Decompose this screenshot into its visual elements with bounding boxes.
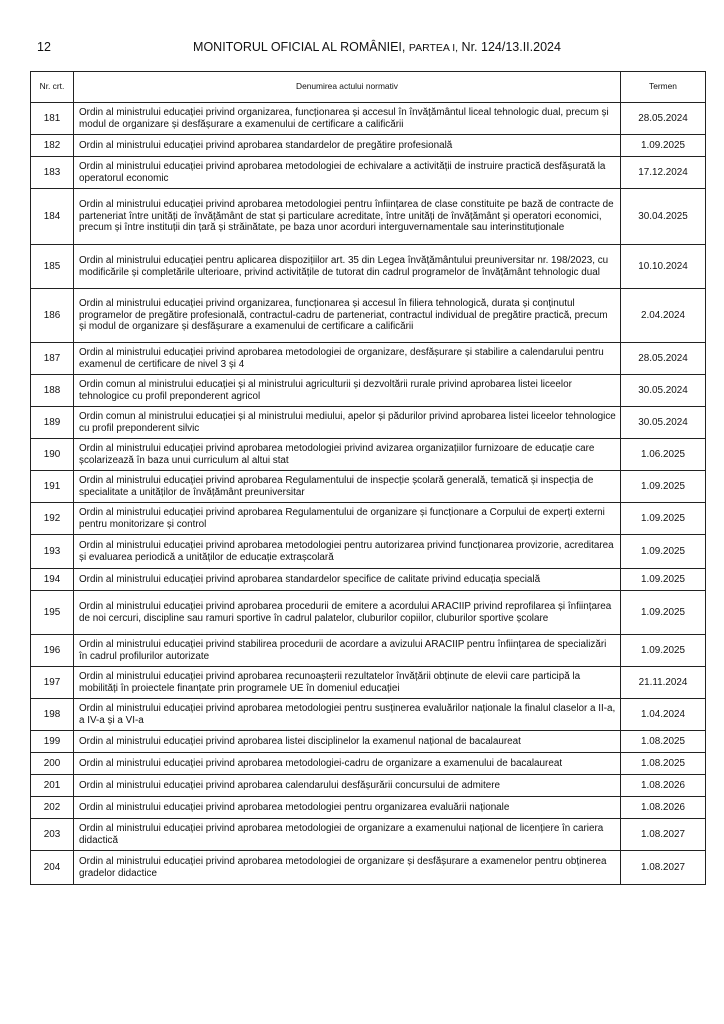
row-number: 187 [31,343,74,375]
act-title: Ordin al ministrului educației privind aprobarea metodologiei de organizare și desfășurare a examenelor pentru obținerea gradelor didactice [74,851,621,885]
act-deadline: 1.08.2027 [621,851,706,885]
row-number: 204 [31,851,74,885]
table-row [31,407,706,439]
table-header-row [31,72,706,103]
row-number: 202 [31,797,74,819]
page-number: 12 [37,40,51,54]
act-deadline: 17.12.2024 [621,157,706,189]
table-row [31,157,706,189]
act-deadline: 10.10.2024 [621,245,706,289]
act-title: Ordin al ministrului educației privind aprobarea listei disciplinelor la examenul național de bacalaureat [74,731,621,753]
act-deadline: 1.06.2025 [621,439,706,471]
row-number: 185 [31,245,74,289]
row-number: 183 [31,157,74,189]
act-title: Ordin al ministrului educației privind aprobarea metodologiei de organizare a examenului național de licențiere în cariera didactică [74,819,621,851]
column-header-title: Denumirea actului normativ [74,72,621,103]
act-title: Ordin al ministrului educației privind aprobarea metodologiei de echivalare a activității de instruire practică desfășurată la operatorul economic [74,157,621,189]
table-row [31,135,706,157]
act-title: Ordin al ministrului educației privind aprobarea standardelor de pregătire profesională [74,135,621,157]
act-title: Ordin al ministrului educației privind organizarea, funcționarea și accesul în filiera tehnologică, durata și conținutul programelor de pregătire profesională, contractul-cadru de parteneriat, contractul individual de pregătire practică, precum și modul de organizare și desfășurare a examenului de certificare a calificării [74,289,621,343]
row-number: 198 [31,699,74,731]
row-number: 203 [31,819,74,851]
table-row [31,699,706,731]
act-title: Ordin al ministrului educației privind aprobarea standardelor specifice de calitate privind educația specială [74,569,621,591]
act-deadline: 21.11.2024 [621,667,706,699]
act-title: Ordin al ministrului educației privind aprobarea Regulamentului de organizare și funcționare a Corpului de experți externi pentru monitorizare și control [74,503,621,535]
act-deadline: 1.08.2025 [621,753,706,775]
table-row [31,245,706,289]
row-number: 200 [31,753,74,775]
act-title: Ordin al ministrului educației privind stabilirea procedurii de acordare a avizului ARACIIP pentru înființarea de specializări în cadrul profilurilor autorizate [74,635,621,667]
row-number: 193 [31,535,74,569]
act-title: Ordin al ministrului educației privind aprobarea metodologiei pentru organizarea evaluării naționale [74,797,621,819]
act-title: Ordin al ministrului educației privind aprobarea calendarului desfășurării concursului de admitere [74,775,621,797]
table-row [31,439,706,471]
publication-issue: Nr. 124/13.II.2024 [461,40,561,54]
table-body [31,103,706,885]
act-title: Ordin comun al ministrului educației și al ministrului mediului, apelor și pădurilor privind aprobarea listei liceelor tehnologice cu profil preponderent silvic [74,407,621,439]
row-number: 188 [31,375,74,407]
act-title: Ordin al ministrului educației privind aprobarea metodologiei pentru autorizarea privind funcționarea provizorie, acreditarea și evaluarea periodică a unităților de educație extrașcolară [74,535,621,569]
act-deadline: 28.05.2024 [621,103,706,135]
act-title: Ordin al ministrului educației privind aprobarea Regulamentului de inspecție școlară generală, tematică și inspecția de specialitate a unităților de învățământ preuniversitar [74,471,621,503]
act-title: Ordin al ministrului educației privind aprobarea recunoașterii rezultatelor învățării obținute de elevii care participă la mobilități în proiectele finanțate prin programele UE în domeniul educației [74,667,621,699]
act-deadline: 28.05.2024 [621,343,706,375]
act-title: Ordin al ministrului educației privind aprobarea metodologiei de organizare, desfășurare și stabilire a calendarului pentru examenul de certificare de nivel 3 și 4 [74,343,621,375]
act-title: Ordin al ministrului educației pentru aplicarea dispozițiilor art. 35 din Legea învățământului preuniversitar nr. 198/2023, cu modificările și completările ulterioare, privind activitățile de tutorat din cadrul programelor de învățământ tehnologic dual [74,245,621,289]
table-row [31,569,706,591]
act-deadline: 1.08.2026 [621,797,706,819]
table-row [31,591,706,635]
row-number: 181 [31,103,74,135]
act-deadline: 1.09.2025 [621,591,706,635]
act-title: Ordin al ministrului educației privind organizarea, funcționarea și accesul în învățământul liceal tehnologic dual, precum și modul de organizare și desfășurare a examenului de certificare a calificării [74,103,621,135]
row-number: 195 [31,591,74,635]
act-deadline: 2.04.2024 [621,289,706,343]
table-row [31,375,706,407]
table-row [31,851,706,885]
act-deadline: 1.09.2025 [621,503,706,535]
act-title: Ordin comun al ministrului educației și al ministrului agriculturii și dezvoltării rurale privind aprobarea listei liceelor tehnologice cu profil preponderent agricol [74,375,621,407]
table-row [31,471,706,503]
table-row [31,535,706,569]
act-title: Ordin al ministrului educației privind aprobarea metodologiei pentru susținerea evaluărilor naționale la finalul claselor a II-a, a IV-a și a VI-a [74,699,621,731]
table-row [31,503,706,535]
row-number: 190 [31,439,74,471]
table-row [31,819,706,851]
act-title: Ordin al ministrului educației privind aprobarea metodologiei-cadru de organizare a examenului de bacalaureat [74,753,621,775]
column-header-nr: Nr. crt. [31,72,74,103]
row-number: 196 [31,635,74,667]
act-deadline: 1.08.2026 [621,775,706,797]
row-number: 191 [31,471,74,503]
normative-acts-table [30,71,706,885]
publication-title [30,40,694,54]
act-deadline: 1.08.2027 [621,819,706,851]
table-row [31,753,706,775]
act-deadline: 1.09.2025 [621,471,706,503]
row-number: 189 [31,407,74,439]
act-title: Ordin al ministrului educației privind aprobarea metodologiei pentru înființarea de clase constituite pe bază de contracte de parteneriat între unități de învățământ de stat și particulare acreditate, între unități de învățământ și operatori economici, precum și între instituții din țară și străinătate, pe baza unor acorduri interguvernamentale sau interinstituționale [74,189,621,245]
row-number: 182 [31,135,74,157]
act-deadline: 30.05.2024 [621,407,706,439]
row-number: 186 [31,289,74,343]
publication-part: PARTEA I, [408,42,459,54]
table-row [31,775,706,797]
act-deadline: 1.08.2025 [621,731,706,753]
act-deadline: 30.05.2024 [621,375,706,407]
act-deadline: 1.04.2024 [621,699,706,731]
act-deadline: 1.09.2025 [621,635,706,667]
table-row [31,103,706,135]
table-row [31,189,706,245]
act-deadline: 1.09.2025 [621,535,706,569]
table-row [31,289,706,343]
table-row [31,343,706,375]
row-number: 192 [31,503,74,535]
row-number: 194 [31,569,74,591]
row-number: 199 [31,731,74,753]
table-row [31,635,706,667]
row-number: 201 [31,775,74,797]
act-deadline: 1.09.2025 [621,135,706,157]
page-header [30,40,694,60]
act-deadline: 30.04.2025 [621,189,706,245]
row-number: 197 [31,667,74,699]
column-header-term: Termen [621,72,706,103]
act-title: Ordin al ministrului educației privind aprobarea metodologiei privind avizarea organizațiilor furnizoare de educație care școlarizează în baza unui curriculum al altui stat [74,439,621,471]
act-title: Ordin al ministrului educației privind aprobarea procedurii de emitere a acordului ARACIIP privind reprofilarea și înființarea de noi cercuri, discipline sau ramuri sportive în cadrul palatelor, cluburilor copiilor, cluburilor sportive școlare [74,591,621,635]
table-row [31,731,706,753]
publication-name: MONITORUL OFICIAL AL ROMÂNIEI, [193,40,406,54]
table-row [31,667,706,699]
row-number: 184 [31,189,74,245]
act-deadline: 1.09.2025 [621,569,706,591]
table-row [31,797,706,819]
